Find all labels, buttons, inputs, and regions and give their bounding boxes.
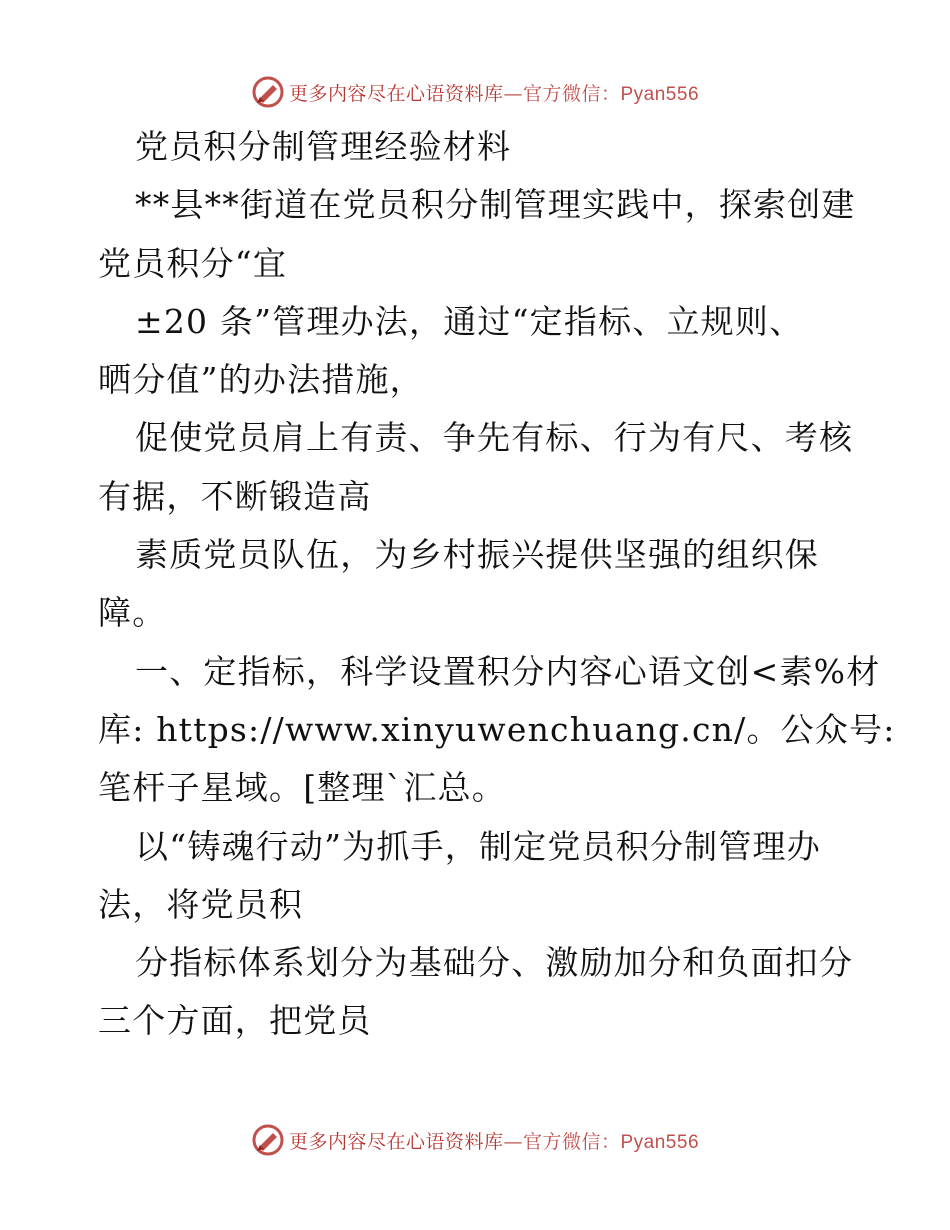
section-heading: 一、定指标，科学设置积分内容心语文创<素%材 [135, 651, 881, 691]
header-dash: — [503, 82, 523, 105]
header-banner [0, 72, 950, 112]
doc-line: 障。 [98, 593, 167, 633]
document-body [98, 118, 896, 1051]
doc-title: 党员积分制管理经验材料 [135, 127, 512, 166]
footer-dash: — [503, 1130, 523, 1153]
doc-line: ±20 条”管理办法，通过“定指标、立规则、 [135, 301, 804, 341]
footer-wechat-text: 官方微信：Pyan556 [523, 1131, 700, 1153]
doc-line: 促使党员肩上有责、争先有标、行为有尺、考核 [135, 418, 854, 458]
doc-line: 素质党员队伍，为乡村振兴提供坚强的组织保 [135, 535, 819, 575]
doc-line: 三个方面，把党员 [98, 1001, 372, 1041]
doc-line: 笔杆子星域。[整理`汇总。 [98, 768, 506, 808]
header-banner-text [289, 79, 699, 106]
doc-line: 库: https://www.xinyuwenchuang.cn/。公众号: [98, 709, 896, 749]
doc-line: 党员积分“宜 [98, 243, 288, 283]
doc-line: 有据，不断锻造高 [98, 476, 372, 516]
doc-line: 以“铸魂行动”为抓手，制定党员积分制管理办 [135, 826, 821, 866]
header-brand-text: 更多内容尽在心语资料库 [288, 82, 504, 105]
doc-line: **县**街道在党员积分制管理实践中，探索创建 [135, 185, 856, 225]
pen-logo-icon [251, 75, 285, 109]
doc-line: 晒分值”的办法措施， [98, 360, 424, 400]
doc-line: 法，将党员积 [98, 884, 304, 924]
footer-banner [0, 1120, 950, 1160]
doc-line: 分指标体系划分为基础分、激励加分和负面扣分 [135, 943, 854, 983]
header-wechat-text: 官方微信：Pyan556 [523, 83, 700, 105]
footer-brand-text: 更多内容尽在心语资料库 [288, 1130, 504, 1153]
pen-logo-icon [251, 1123, 285, 1157]
footer-banner-text [289, 1127, 699, 1154]
